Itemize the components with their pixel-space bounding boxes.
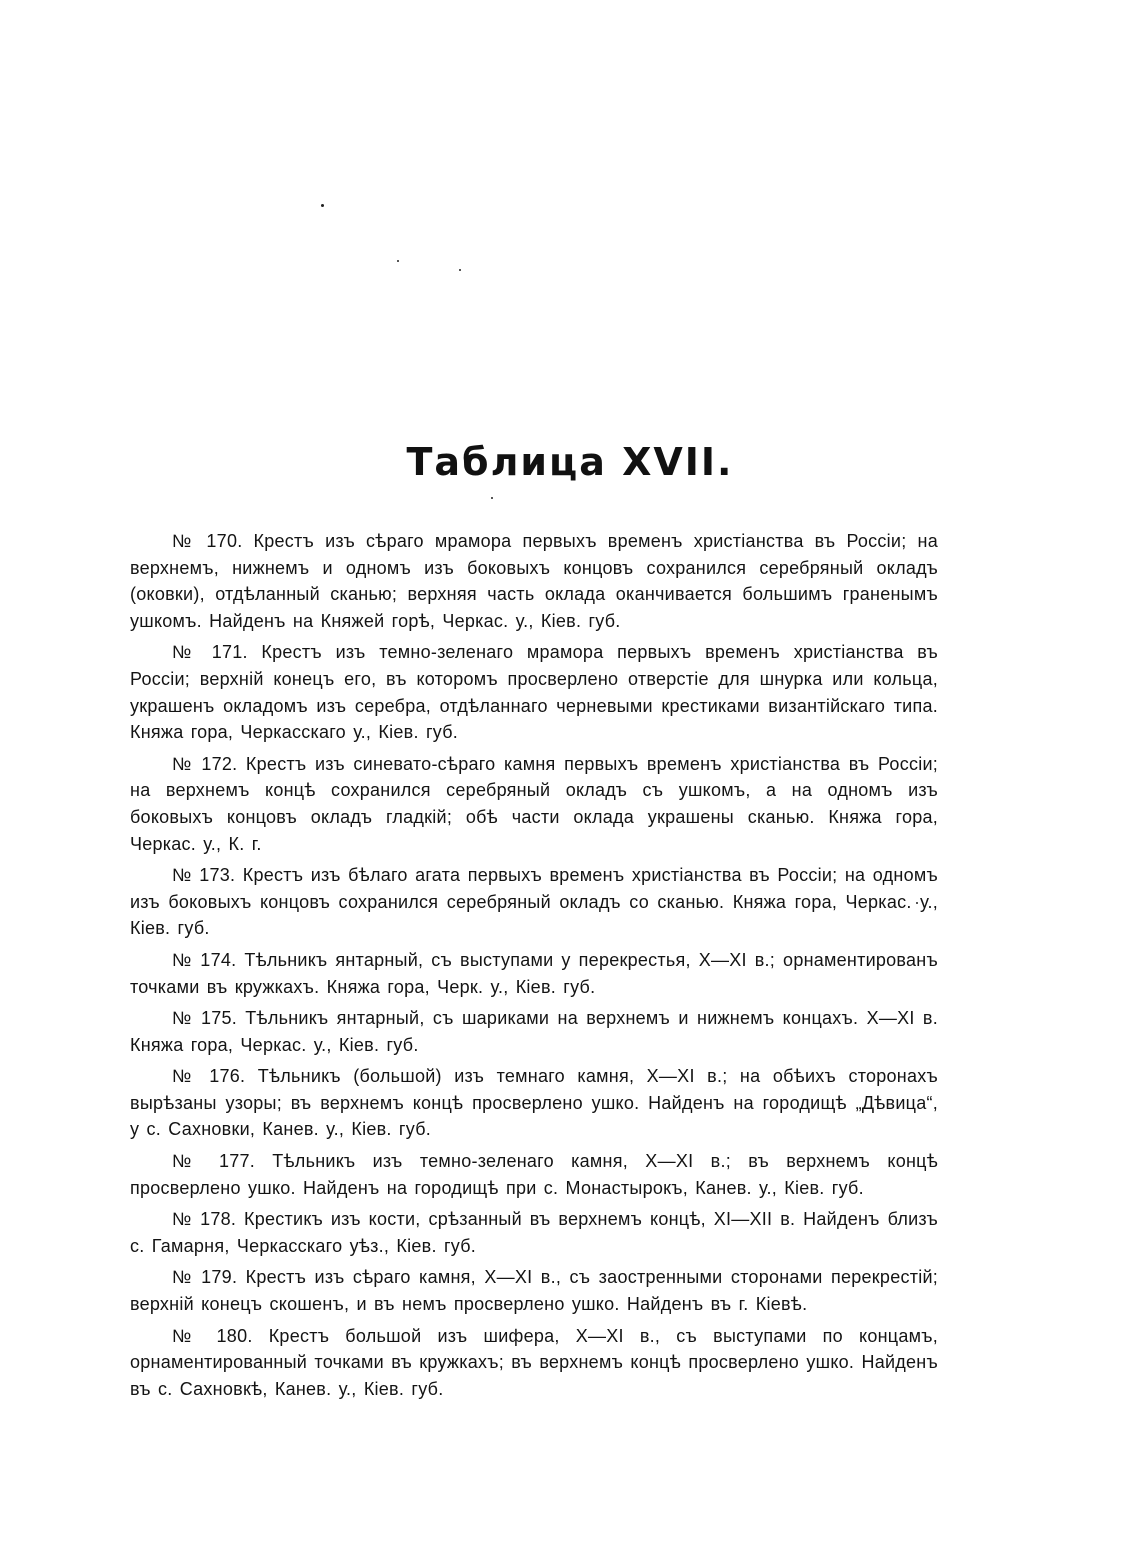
catalog-entry-175: № 175. Тѣльникъ янтарный, съ шариками на верхнемъ и нижнемъ концахъ. X—XI в. Княжа гора, Черкас. у., Кіев. губ. — [130, 1008, 938, 1055]
catalog-entry-179: № 179. Крестъ изъ сѣраго камня, X—XI в., съ заостренными сторонами перекрестій; верхній конецъ скошенъ, и въ немъ просверлено ушко. Найденъ въ г. Кіевѣ. — [130, 1267, 938, 1315]
catalog-entry-170: № 170. Крестъ изъ сѣраго мрамора первыхъ временъ христіанства въ Россіи; на верхнемъ, нижнемъ и одномъ изъ боковыхъ концовъ сохранился серебряный окладъ (оковки), отдѣланный сканью; верхняя часть оклада оканчивается большимъ граненымъ ушкомъ. Найденъ на Княжей горѣ, Черкас. у., Кіев. губ. — [130, 531, 938, 631]
page-title: Таблица XVII. — [406, 440, 734, 484]
catalog-entries — [130, 528, 938, 1407]
catalog-entry-174: № 174. Тѣльникъ янтарный, съ выступами у перекрестья, X—XI в.; орнаментированъ точками въ кружкахъ. Княжа гора, Черк. у., Кіев. губ. — [130, 949, 938, 997]
catalog-entry-180: № 180. Крестъ большой изъ шифера, X—XI в., съ выступами по концамъ, орнаментированный точками въ кружкахъ; въ верхнемъ концѣ просверлено ушко. Найденъ въ с. Сахновкѣ, Канев. у., Кіев. губ. — [130, 1325, 938, 1399]
scan-speck — [491, 497, 493, 499]
catalog-entry-177: № 177. Тѣльникъ изъ темно-зеленаго камня, X—XI в.; въ верхнемъ концѣ просверлено ушко. Найденъ на городищѣ при с. Монастырокъ, Канев. у., Кіев. губ. — [130, 1151, 938, 1198]
catalog-entry-176: № 176. Тѣльникъ (большой) изъ темнаго камня, X—XI в.; на обѣихъ сторонахъ вырѣзаны узоры; въ верхнемъ концѣ просверлено ушко. Найденъ на городищѣ „Дѣвица“, у с. Сахновки, Канев. у., Кіев. губ. — [130, 1066, 938, 1140]
scan-speck — [459, 269, 461, 271]
catalog-entry-171: № 171. Крестъ изъ темно-зеленаго мрамора первыхъ временъ христіанства въ Россіи; верхній конецъ его, въ которомъ просверлено отверстіе для шнурка или кольца, украшенъ окладомъ изъ серебра, отдѣланнаго черневыми крестиками византійскаго типа. Княжа гора, Черкасскаго у., Кіев. губ. — [130, 642, 938, 743]
catalog-entry-172: № 172. Крестъ изъ синевато-сѣраго камня первыхъ временъ христіанства въ Россіи; на верхнемъ концѣ сохранился серебряный окладъ съ ушкомъ, а на одномъ изъ боковыхъ концовъ окладъ гладкій; обѣ части оклада украшены сканью. Княжа гора, Черкас. у., К. г. — [130, 753, 938, 854]
catalog-entry-173: № 173. Крестъ изъ бѣлаго агата первыхъ временъ христіанства въ Россіи; на одномъ изъ боковыхъ концовъ сохранился серебряный окладъ со сканью. Княжа гора, Черкас. у., Кіев. губ. — [130, 865, 938, 939]
scan-speck — [321, 204, 324, 207]
catalog-entry-178: № 178. Крестикъ изъ кости, срѣзанный въ верхнемъ концѣ, XI—XII в. Найденъ близъ с. Гамарня, Черкасскаго уѣз., Кіев. губ. — [130, 1209, 938, 1256]
scan-speck — [397, 260, 399, 262]
